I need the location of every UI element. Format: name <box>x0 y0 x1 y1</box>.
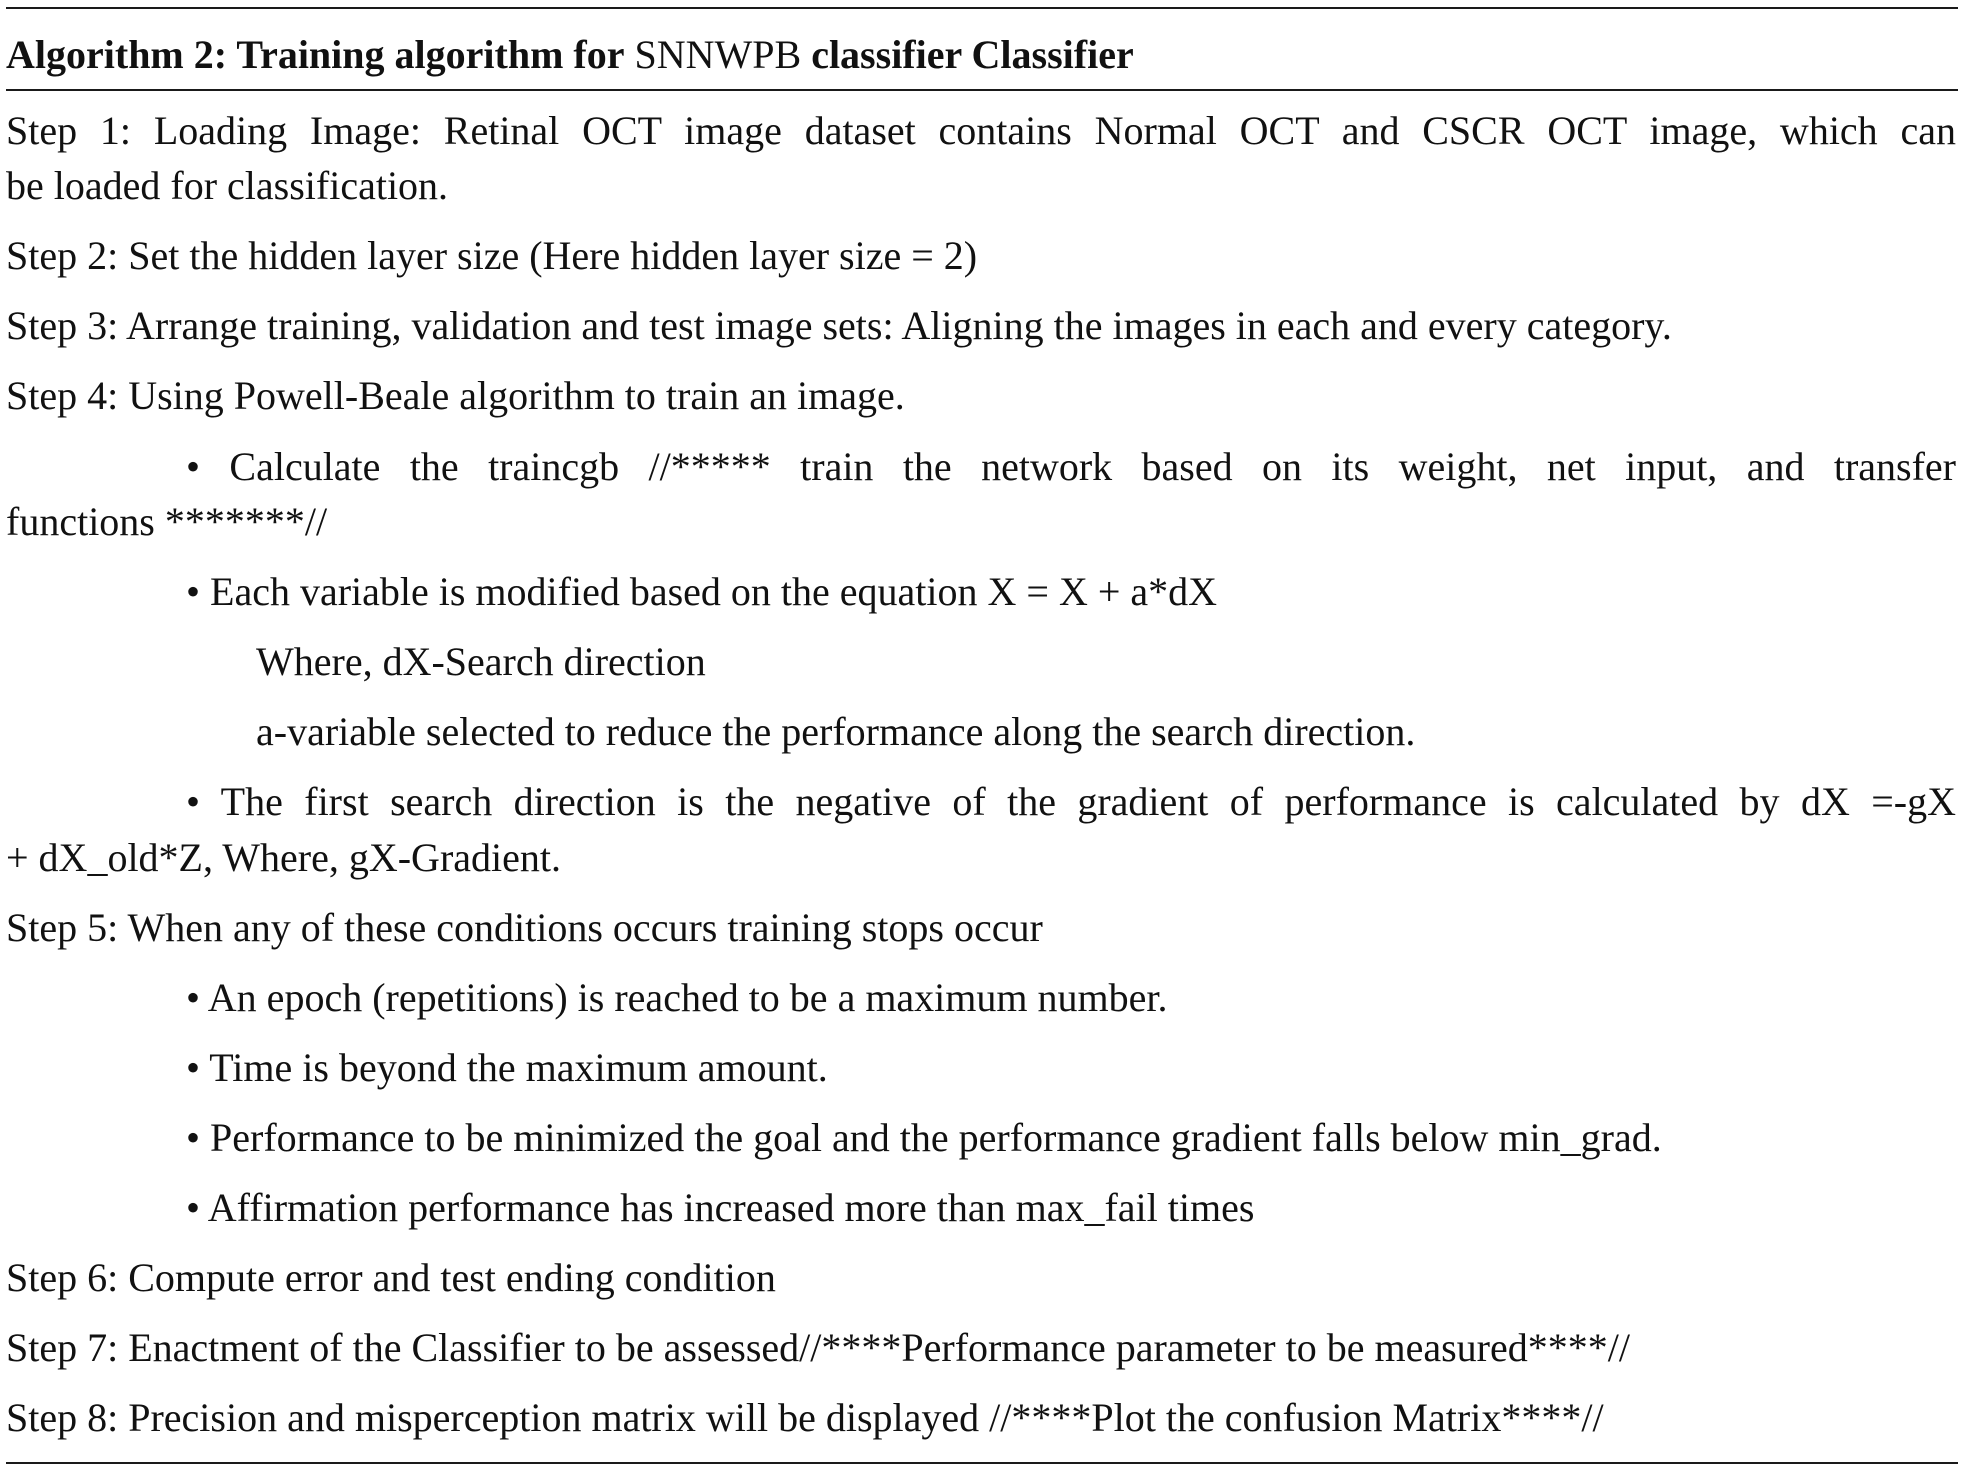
step-4-bullet-2: • Each variable is modified based on the equation X = X + a*dX <box>186 569 1218 614</box>
step-5-bullet-4: • Affirmation performance has increased more than max_fail times <box>186 1185 1255 1230</box>
step-2: Step 2: Set the hidden layer size (Here hidden layer size = 2) <box>6 233 978 278</box>
step-6: Step 6: Compute error and test ending condition <box>6 1255 776 1300</box>
algorithm-title-prefix: Algorithm 2: Training algorithm for <box>6 32 625 77</box>
step-1-line-2: be loaded for classification. <box>6 163 449 208</box>
step-4-where-1: Where, dX-Search direction <box>256 639 706 684</box>
top-rule <box>6 7 1958 9</box>
step-4-bullet-1-line-1: • Calculate the traincgb //***** train the network based on its weight, net input, and transfer <box>186 444 1956 489</box>
step-8: Step 8: Precision and misperception matrix will be displayed //****Plot the confusion Matrix****// <box>6 1395 1604 1440</box>
step-5-bullet-1: • An epoch (repetitions) is reached to be a maximum number. <box>186 975 1168 1020</box>
step-4: Step 4: Using Powell-Beale algorithm to train an image. <box>6 373 905 418</box>
step-7: Step 7: Enactment of the Classifier to be assessed//****Performance parameter to be measured****// <box>6 1325 1630 1370</box>
step-4-bullet-3-line-1: • The first search direction is the negative of the gradient of performance is calculated by dX =-gX <box>186 779 1956 824</box>
algorithm-title-suffix: classifier Classifier <box>811 32 1134 77</box>
step-1-line-1: Step 1: Loading Image: Retinal OCT image dataset contains Normal OCT and CSCR OCT image, which can <box>6 108 1956 153</box>
step-4-bullet-1-line-2: functions *******// <box>6 499 328 544</box>
bottom-rule <box>6 1462 1958 1464</box>
algorithm-title <box>6 31 1134 79</box>
title-rule <box>6 89 1958 91</box>
algorithm-title-name: SNNWPB <box>634 32 802 77</box>
step-5: Step 5: When any of these conditions occurs training stops occur <box>6 905 1043 950</box>
step-3: Step 3: Arrange training, validation and test image sets: Aligning the images in each and every category. <box>6 303 1672 348</box>
step-4-bullet-3-line-2: + dX_old*Z, Where, gX-Gradient. <box>6 835 561 880</box>
step-5-bullet-2: • Time is beyond the maximum amount. <box>186 1045 828 1090</box>
step-5-bullet-3: • Performance to be minimized the goal and the performance gradient falls below min_grad. <box>186 1115 1662 1160</box>
step-4-where-2: a-variable selected to reduce the performance along the search direction. <box>256 709 1416 754</box>
